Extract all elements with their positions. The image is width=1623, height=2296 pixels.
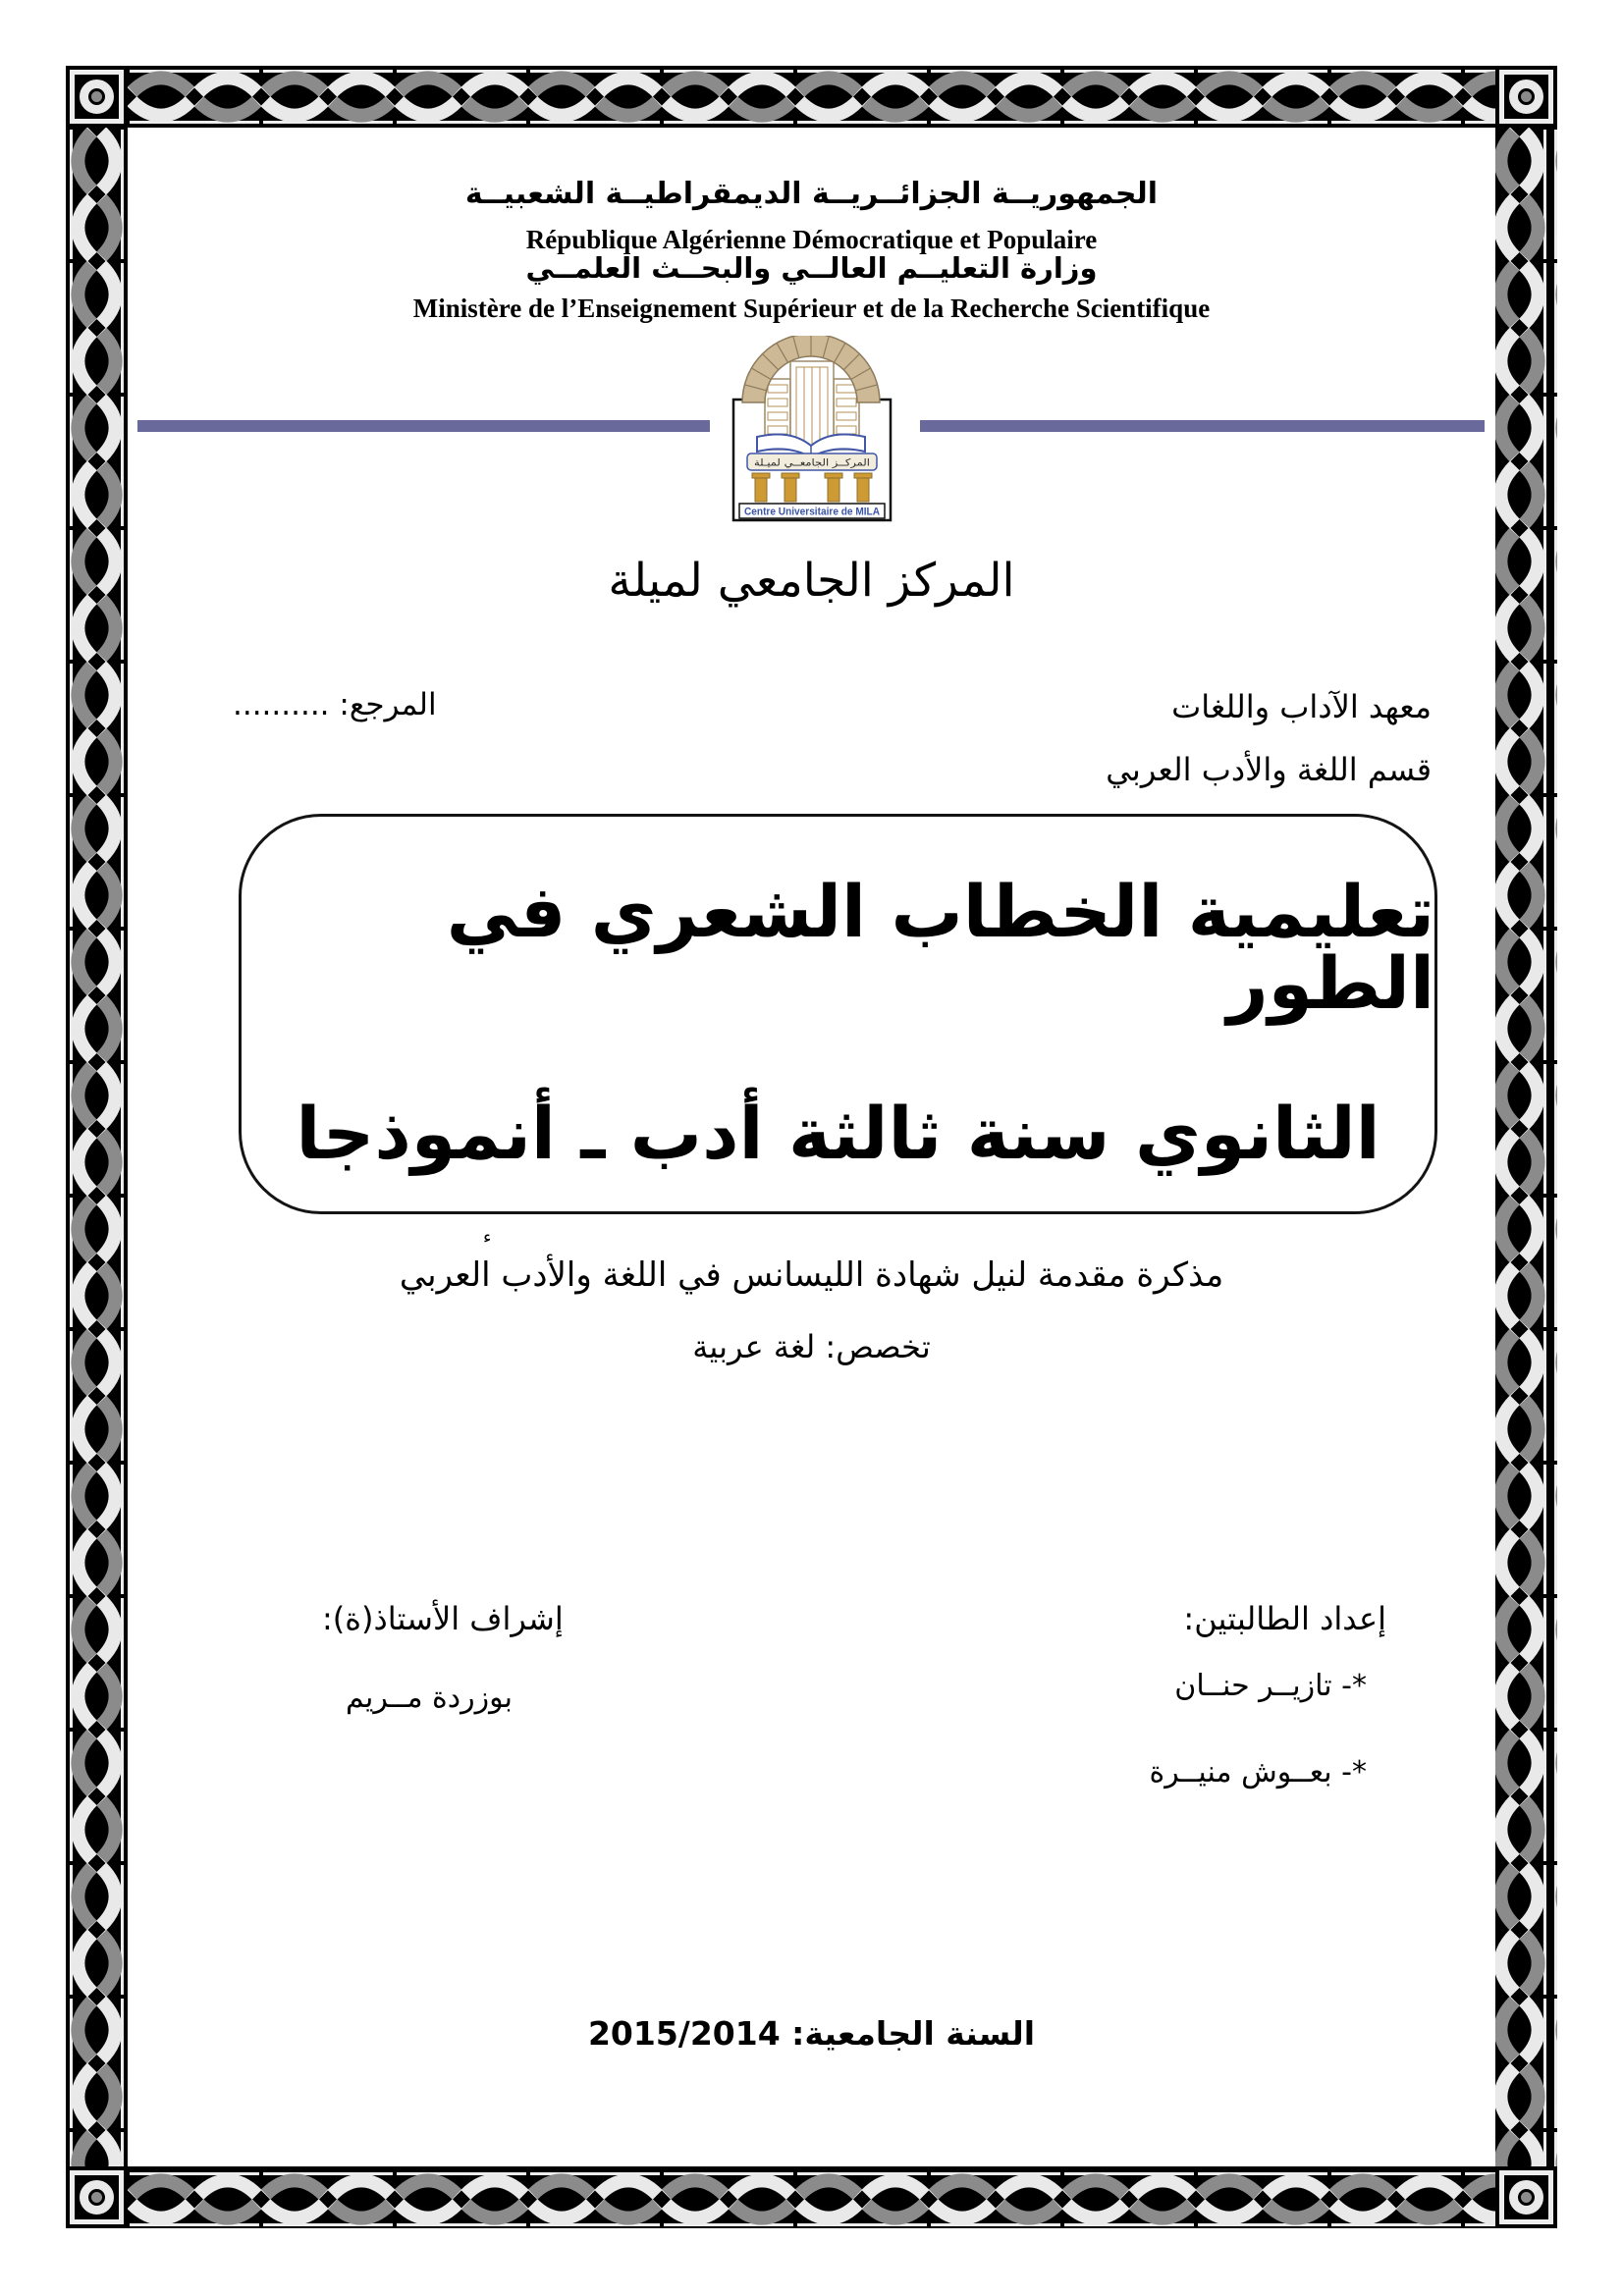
student-name-1: *- تازيــر حنــان <box>1174 1669 1367 1703</box>
logo-banner <box>747 454 877 470</box>
academic-year: السنة الجامعية: 2015/2014 <box>587 2014 1036 2053</box>
thesis-title-line-1: تعليمية الخطاب الشعري في الطور <box>446 870 1434 1026</box>
logo-caption-box <box>739 504 885 518</box>
supervisor-name: بوزردة مــريم <box>346 1681 513 1715</box>
republic-name-french: République Algérienne Démocratique et Populaire <box>525 225 1098 254</box>
border-top-band <box>128 66 1495 128</box>
ministry-name-arabic: وزارة التعليــم العالــي والبحــث العلمــي <box>525 251 1098 285</box>
header-rule-left <box>137 420 710 432</box>
reference-field: المرجع: .......... <box>233 687 437 722</box>
header-rule-right <box>920 420 1485 432</box>
department-name: قسم اللغة والأدب العربي <box>1106 751 1432 788</box>
university-logo <box>728 336 896 522</box>
supervisor-label: إشراف الأستاذ(ة): <box>322 1600 564 1637</box>
prepared-by-label: إعداد الطالبتين: <box>1183 1600 1386 1637</box>
degree-statement: مذكرة مقدمة لنيل شهادة الليسانس في اللغة والأدب العربي <box>399 1255 1224 1295</box>
institute-name: معهد الآداب واللغات <box>1171 688 1432 725</box>
logo-caption-text: Centre Universitaire de MILA <box>744 506 881 518</box>
border-corner-top-left <box>66 66 128 128</box>
student-name-2: *- بعــوش منيــرة <box>1149 1755 1367 1789</box>
institute-block <box>1106 675 1432 801</box>
stray-mark: ء <box>483 1227 492 1248</box>
ministry-name-french: Ministère de l’Enseignement Supérieur et de la Recherche Scientifique <box>412 294 1211 323</box>
border-corner-bottom-right <box>1495 2166 1557 2228</box>
border-right-band <box>1495 128 1557 2166</box>
thesis-title-line-2: الثانوي سنة ثالثة أدب ـ أنموذجا <box>296 1092 1380 1176</box>
speciality-line: تخصص: لغة عربية <box>692 1328 931 1365</box>
university-name: المركز الجامعي لميلة <box>608 554 1015 608</box>
border-bottom-band <box>128 2166 1495 2228</box>
thesis-title-box <box>239 814 1437 1214</box>
border-left-band <box>66 128 128 2166</box>
republic-name-arabic: الجمهوريــة الجزائــريــة الديمقراطيــة الشعبيــة <box>464 177 1159 211</box>
logo-banner-text: المركــز الجامعــي لميـلة <box>754 457 870 469</box>
border-corner-bottom-left <box>66 2166 128 2228</box>
border-corner-top-right <box>1495 66 1557 128</box>
